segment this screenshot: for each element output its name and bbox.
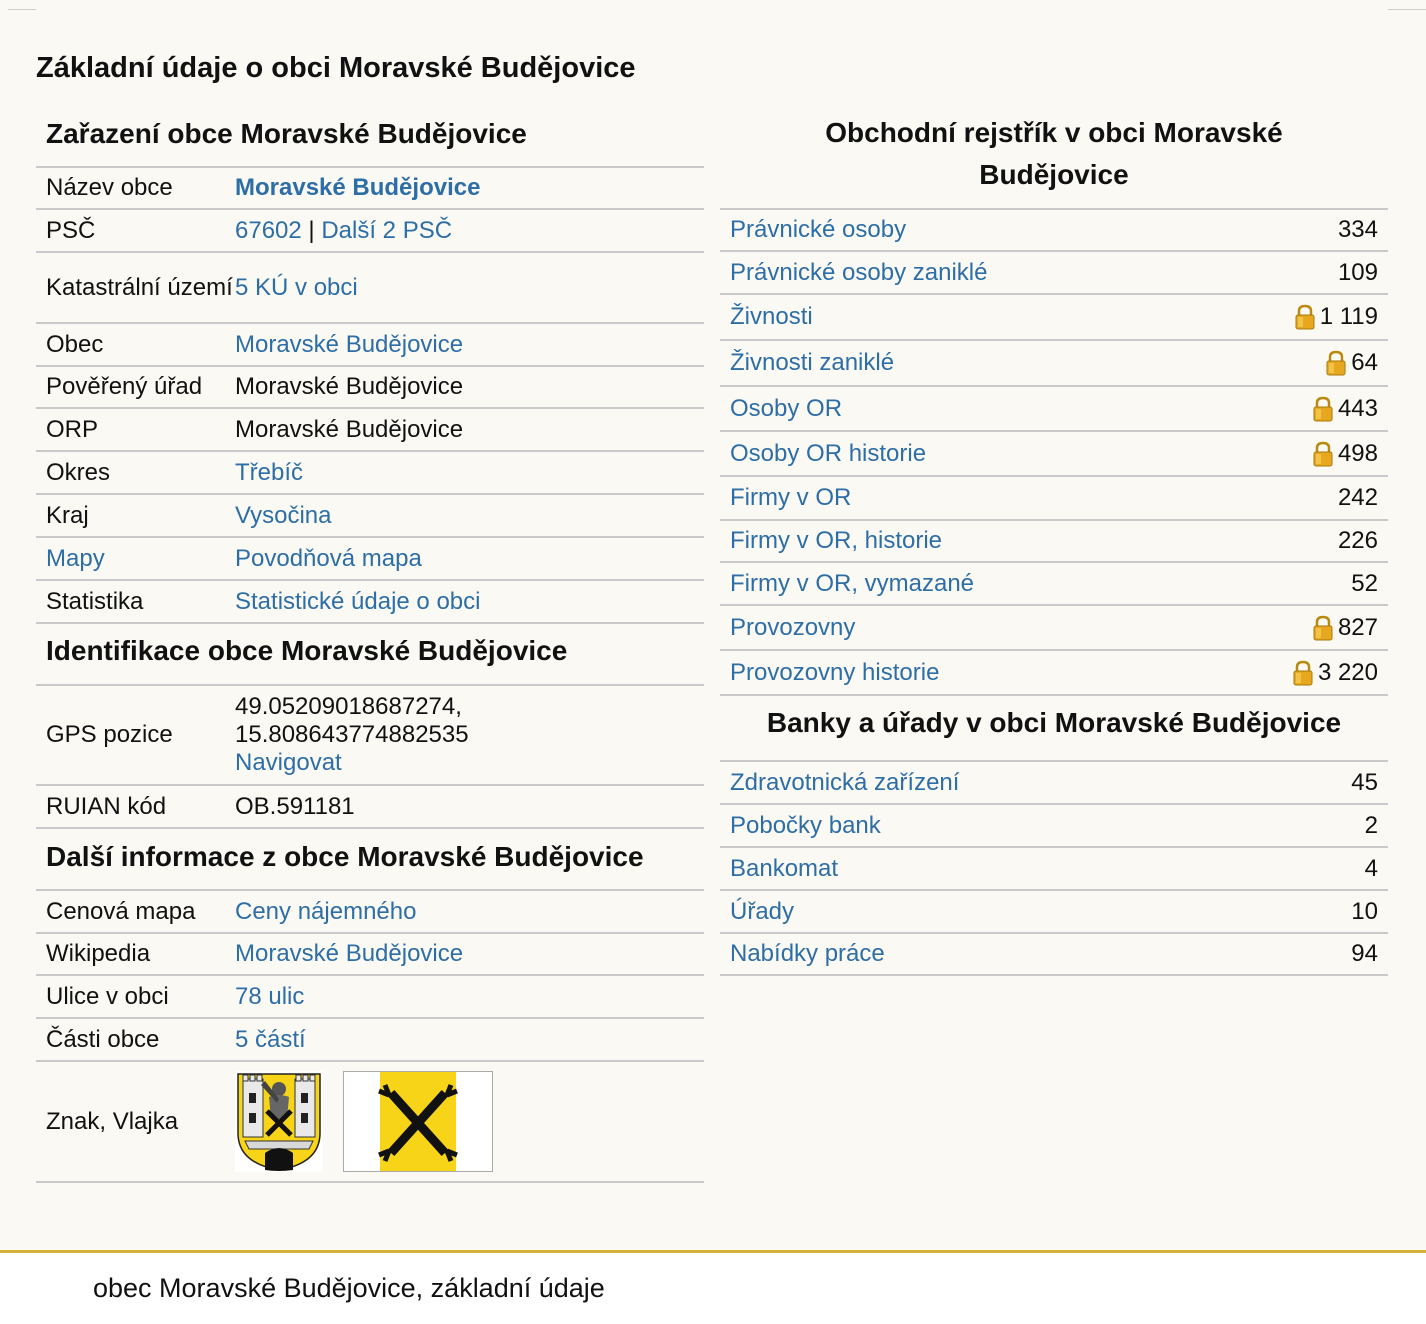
rejstrik-link[interactable]: Živnosti zaniklé (730, 349, 895, 376)
top-divider-left (8, 9, 36, 10)
row-key: Statistika (46, 587, 144, 615)
table-row (720, 606, 1388, 651)
obec-link[interactable]: Moravské Budějovice (235, 330, 464, 358)
rejstrik-table (720, 210, 1388, 696)
rejstrik-count-cell (1351, 570, 1388, 598)
flood-map-link[interactable]: Povodňová mapa (235, 544, 422, 572)
footer-text: obec Moravské Budějovice, základní údaje (93, 1273, 605, 1303)
coat-of-arms-icon[interactable] (235, 1071, 323, 1172)
rejstrik-link[interactable]: Živnosti (730, 303, 813, 330)
table-row (720, 848, 1388, 891)
maps-link[interactable]: Mapy (46, 544, 105, 572)
row-key: Ulice v obci (46, 982, 169, 1010)
table-row (36, 168, 704, 210)
row-key: Pověřený úřad (46, 373, 203, 400)
table-row (36, 495, 704, 538)
rejstrik-count-cell (1294, 303, 1388, 331)
lock-icon (1312, 441, 1334, 467)
right-column (720, 112, 1388, 976)
table-row (36, 253, 704, 324)
table-row (720, 563, 1388, 606)
gps-lon: 15.808643774882535 (235, 721, 469, 748)
rejstrik-link[interactable]: Provozovny historie (730, 658, 940, 686)
row-key: RUIAN kód (46, 792, 167, 820)
row-key: Wikipedia (46, 940, 151, 967)
lock-icon (1292, 660, 1314, 686)
rejstrik-count: 334 (1337, 216, 1378, 243)
row-key: Okres (46, 458, 111, 486)
lock-icon (1312, 615, 1334, 641)
row-value: Moravské Budějovice (235, 373, 464, 400)
table-row (720, 762, 1388, 805)
emblem-row (36, 1062, 704, 1183)
rejstrik-count-cell (1338, 484, 1388, 512)
table-row (720, 432, 1388, 477)
row-key: Cenová mapa (46, 897, 196, 925)
row-key: Znak, Vlajka (46, 1107, 179, 1135)
rejstrik-link[interactable]: Firmy v OR (730, 484, 852, 511)
table-row (36, 324, 704, 367)
section-title-zarazeni: Zařazení obce Moravské Budějovice (36, 112, 704, 168)
gps-lat: 49.05209018687274, (235, 693, 462, 720)
lock-icon (1294, 304, 1316, 330)
kraj-link[interactable]: Vysočina (235, 501, 332, 529)
banky-link[interactable]: Nabídky práce (730, 940, 885, 967)
row-key: Katastrální území (46, 273, 233, 301)
rejstrik-count: 109 (1337, 258, 1378, 286)
cadastral-link[interactable]: 5 KÚ v obci (235, 273, 358, 301)
table-row (36, 452, 704, 495)
rejstrik-count: 498 (1337, 439, 1378, 467)
gps-row (36, 686, 704, 786)
left-column (36, 112, 704, 1183)
row-key: ORP (46, 415, 99, 443)
rejstrik-count-cell (1338, 216, 1388, 244)
table-row (720, 521, 1388, 563)
rejstrik-count: 3 220 (1317, 658, 1378, 686)
table-row (720, 341, 1388, 387)
banky-count: 4 (1364, 854, 1378, 882)
banky-link[interactable]: Zdravotnická zařízení (730, 768, 960, 796)
rejstrik-count: 242 (1337, 484, 1378, 511)
table-row (720, 295, 1388, 341)
table-row (36, 409, 704, 452)
rejstrik-count: 1 119 (1319, 303, 1378, 330)
section-title-banky: Banky a úřady v obci Moravské Budějovice (720, 696, 1388, 762)
lock-icon (1325, 350, 1347, 376)
rejstrik-link[interactable]: Firmy v OR, historie (730, 527, 943, 554)
table-row (36, 210, 704, 253)
table-row (36, 1019, 704, 1062)
rejstrik-link[interactable]: Provozovny (730, 613, 856, 641)
table-row (36, 976, 704, 1019)
navigate-link[interactable]: Navigovat (235, 749, 342, 776)
rejstrik-count-cell (1325, 349, 1388, 377)
table-row (36, 538, 704, 581)
flag-icon[interactable] (343, 1071, 493, 1172)
municipality-name-link[interactable]: Moravské Budějovice (235, 174, 481, 201)
table-row (36, 367, 704, 409)
rejstrik-link[interactable]: Osoby OR historie (730, 439, 927, 467)
rejstrik-count-cell (1312, 440, 1388, 468)
row-key: Název obce (46, 174, 173, 201)
table-row (720, 934, 1388, 976)
top-divider-right (1388, 9, 1426, 10)
rejstrik-count-cell (1338, 527, 1388, 555)
okres-link[interactable]: Třebíč (235, 458, 304, 486)
banky-link[interactable]: Bankomat (730, 854, 839, 882)
table-row (720, 210, 1388, 252)
rejstrik-count: 226 (1337, 527, 1378, 554)
banky-table (720, 762, 1388, 976)
price-map-link[interactable]: Ceny nájemného (235, 897, 417, 925)
section-title-dalsi: Další informace z obce Moravské Budějovice (36, 829, 704, 891)
row-value: Moravské Budějovice (235, 415, 464, 443)
rejstrik-link[interactable]: Osoby OR (730, 394, 843, 422)
row-key: Části obce (46, 1025, 160, 1053)
rejstrik-count: 52 (1351, 569, 1378, 597)
row-key: Kraj (46, 501, 89, 529)
table-row (36, 934, 704, 976)
banky-count: 2 (1364, 811, 1378, 839)
banky-link[interactable]: Pobočky bank (730, 811, 881, 839)
ruian-value: OB.591181 (235, 792, 355, 820)
rejstrik-link[interactable]: Právnické osoby zaniklé (730, 258, 988, 286)
table-row (720, 651, 1388, 696)
rejstrik-link[interactable]: Firmy v OR, vymazané (730, 569, 975, 597)
psc-separator: | (301, 216, 322, 244)
rejstrik-count-cell (1292, 659, 1388, 687)
table-row (720, 891, 1388, 934)
psc-link[interactable]: 67602 (235, 216, 302, 244)
table-row (720, 387, 1388, 432)
lock-icon (1312, 396, 1334, 422)
rejstrik-link[interactable]: Právnické osoby (730, 216, 907, 243)
section-title-rejstrik-text: Obchodní rejstřík v obci Moravské Budějovice (825, 117, 1283, 190)
footer (0, 1253, 1426, 1324)
rejstrik-count: 64 (1351, 349, 1378, 376)
rejstrik-count: 827 (1337, 613, 1378, 641)
ruian-row (36, 786, 704, 829)
banky-count: 45 (1351, 768, 1378, 796)
table-row (720, 805, 1388, 848)
page-title: Základní údaje o obci Moravské Budějovice (36, 52, 636, 84)
table-row (36, 891, 704, 934)
rejstrik-count-cell (1312, 395, 1388, 423)
section-title-identifikace: Identifikace obce Moravské Budějovice (36, 624, 704, 686)
banky-link[interactable]: Úřady (730, 897, 795, 925)
banky-count: 94 (1351, 940, 1378, 967)
row-key: PSČ (46, 216, 96, 244)
table-row (720, 477, 1388, 521)
wikipedia-link[interactable]: Moravské Budějovice (235, 940, 464, 967)
statistics-link[interactable]: Statistické údaje o obci (235, 587, 481, 615)
rejstrik-count-cell (1312, 614, 1388, 642)
rejstrik-count: 443 (1337, 394, 1378, 422)
table-row (720, 252, 1388, 295)
section-title-rejstrik (720, 112, 1388, 210)
rejstrik-count-cell (1338, 259, 1388, 287)
row-key: Obec (46, 330, 104, 358)
table-row (36, 581, 704, 624)
streets-link[interactable]: 78 ulic (235, 982, 305, 1010)
more-psc-link[interactable]: Další 2 PSČ (321, 216, 453, 244)
parts-link[interactable]: 5 částí (235, 1025, 306, 1053)
banky-count: 10 (1351, 897, 1378, 925)
row-key: GPS pozice (46, 721, 173, 748)
